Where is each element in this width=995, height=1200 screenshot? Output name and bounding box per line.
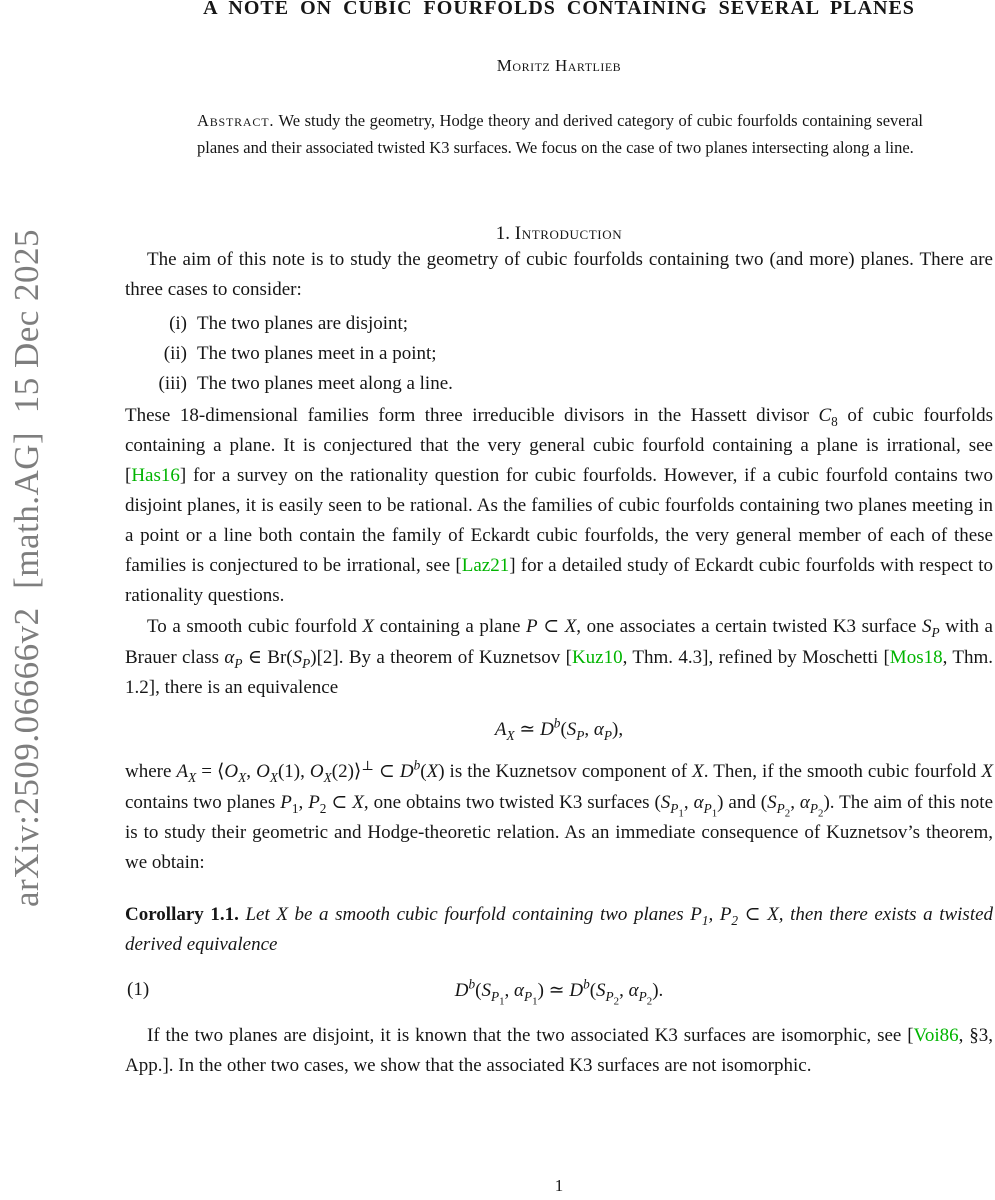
list-item-text: The two planes are disjoint;	[197, 313, 409, 334]
list-item-meet-point	[125, 339, 993, 369]
list-item-label: (iii)	[158, 373, 187, 394]
corollary-body: Let X be a smooth cubic fourfold containing two planes $P_1$, $P_2$ ⊂ X, then there exists a twisted derived equivalence	[125, 903, 994, 955]
abstract-block	[197, 107, 923, 161]
corollary-label: Corollary 1.1.	[125, 904, 239, 925]
list-item-label: (ii)	[163, 343, 187, 364]
list-item-meet-line	[125, 369, 993, 399]
paragraph-families: These 18-dimensional families form three irreducible divisors in the Hassett divisor $C_8$ of cubic fourfolds containing a plane. It is conjectured that the very general cubic fourfold containing a plane is irrational, see [Has16] for a survey on the rationality question for cubic fourfolds. However, if a cubic fourfold contains two disjoint planes, it is easily seen to be rational. As the families of cubic fourfolds containing two planes meeting in a point or a line both contain the family of Eckardt cubic fourfolds, the very general member of each of these families is conjectured to be irrational, see [Laz21] for a detailed study of Eckardt cubic fourfolds with respect to rationality questions.	[125, 405, 993, 606]
author-name: Moritz Hartlieb	[496, 56, 622, 75]
citation-link-kuz10[interactable]: Kuz10	[571, 647, 623, 668]
citation-link-voi86[interactable]: Voi86	[913, 1025, 959, 1046]
equation-number: (1)	[127, 979, 150, 1000]
equation-kuznetsov: $A_X$ ≃ $D^b(S_P$, $\alpha_P$),	[494, 715, 624, 743]
paragraph-twisted-k3: To a smooth cubic fourfold X containing a plane P ⊂ X, one associates a certain twisted K3 surface $S_P$ with a Brauer class $\alpha_P$ ∈ $Br(S_P)[2]$. By a theorem of Kuznetsov [Kuz10, Thm. 4.3], refined by Moschetti [Mos18, Thm. 1.2], there is an equivalence	[125, 615, 994, 698]
list-item-text: The two planes meet along a line.	[197, 373, 453, 394]
paragraph-isomorphic: If the two planes are disjoint, it is known that the two associated K3 surfaces are isomorphic, see [Voi86, §3, App.]. In the other two cases, we show that the associated K3 surfaces are not isomorphic.	[125, 1025, 993, 1076]
equation-1-content: $D^b(S_{P_1}$, $\alpha_{P_1}$) ≃ $D^b(S_{P_2}$, $\alpha_{P_2}$).	[454, 976, 664, 1008]
citation-link-mos18[interactable]: Mos18	[889, 647, 943, 668]
citation-link-laz21[interactable]: Laz21	[461, 555, 510, 576]
equation-1	[125, 975, 993, 1006]
paper-title: A NOTE ON CUBIC FOURFOLDS CONTAINING SEVERAL PLANES	[203, 0, 915, 19]
paragraph-intro: The aim of this note is to study the geometry of cubic fourfolds containing two (and more) planes. There are three cases to consider:	[125, 249, 993, 300]
abstract-label: Abstract.	[197, 111, 275, 130]
cases-list	[125, 309, 993, 399]
arxiv-stamp: arXiv:2509.06666v2 [math.AG] 15 Dec 2025	[7, 228, 46, 908]
page-number: 1	[554, 1176, 564, 1195]
paragraph-kuznetsov-component: where $A_X$ = $⟨O_X$, $O_X(1)$, $O_X(2)⟩^\perp$ ⊂ $D^b(X)$ is the Kuznetsov component of X. Then, if the smooth cubic fourfold X contains two planes $P_1$, $P_2$ ⊂ X, one obtains two twisted K3 surfaces ($S_{P_1}$, $\alpha_{P_1}$) and ($S_{P_2}$, $\alpha_{P_2}$). The aim of this note is to study their geometric and Hodge-theoretic relation. As an immediate consequence of Kuznetsov’s theorem, we obtain:	[125, 757, 994, 873]
section-title: Introduction	[514, 223, 623, 244]
list-item-label: (i)	[169, 313, 187, 334]
list-item-disjoint	[125, 309, 993, 339]
corollary-1-1	[125, 899, 993, 960]
paper-column	[125, 0, 993, 1081]
section-heading-introduction	[125, 223, 993, 245]
abstract-text: We study the geometry, Hodge theory and derived category of cubic fourfolds containing several planes and their associated twisted K3 surfaces. We focus on the case of two planes intersecting along a line.	[197, 111, 923, 157]
list-item-text: The two planes meet in a point;	[197, 343, 437, 364]
section-number: 1.	[495, 223, 511, 244]
citation-link-has16[interactable]: Has16	[131, 465, 180, 486]
